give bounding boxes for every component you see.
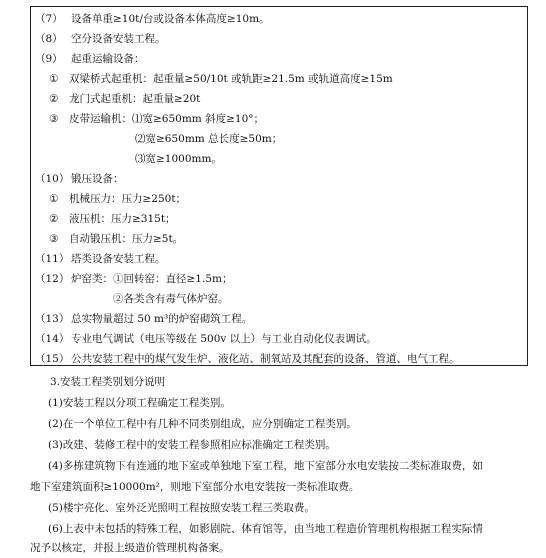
item-number: （14） — [35, 333, 70, 345]
item-number: （15） — [35, 353, 70, 365]
item-text: 设备单重≥10t/台或设备本体高度≥10m。 — [71, 13, 270, 25]
item-number: （8） — [35, 33, 63, 45]
sub-item-number: ② — [49, 213, 59, 225]
sub-item-text: 液压机：压力≥315t； — [69, 213, 176, 225]
item-text: 空分设备安装工程。 — [71, 33, 166, 45]
table-row — [35, 269, 232, 289]
item-number: （13） — [35, 313, 70, 325]
sub-item-number: ③ — [49, 113, 59, 125]
category-table — [30, 6, 528, 366]
sub-item-text: 自动锻压机：压力≥5t。 — [69, 233, 184, 245]
table-row — [35, 49, 145, 69]
sub-item-number: ① — [49, 193, 59, 205]
note-4-line-2: 地下室建筑面积≥10000m²，则地下室部分水电安装按一类标准取费。 — [30, 481, 360, 493]
table-row — [49, 89, 200, 109]
table-row — [35, 309, 252, 329]
item-text: 总实物量超过 50 m³的炉窑砌筑工程。 — [71, 313, 253, 325]
item-number: （12） — [35, 273, 70, 285]
item-text: 起重运输设备： — [71, 53, 145, 65]
note-1: (1)安装工程以分项工程确定工程类别。 — [48, 397, 231, 409]
table-row — [49, 229, 183, 249]
table-row — [49, 69, 393, 89]
table-row — [35, 249, 166, 269]
note-3: (3)改建、装修工程中的安装工程参照相应标准确定工程类别。 — [48, 439, 336, 451]
continuation-line: ②各类含有毒气体炉窑。 — [113, 293, 229, 305]
table-row — [49, 209, 176, 229]
item-text: 炉窑类：①回转窑：直径≥1.5m； — [71, 273, 233, 285]
sub-item-text: 机械压力：压力≥250t； — [69, 193, 187, 205]
sub-item-number: ② — [49, 93, 59, 105]
note-5: (5)楼宇亮化、室外泛光照明工程按照安装工程三类取费。 — [48, 502, 315, 514]
item-number: （9） — [35, 53, 63, 65]
sub-item-number: ① — [49, 73, 59, 85]
notes-heading: 3.安装工程类别划分说明 — [50, 376, 166, 388]
item-text: 塔类设备安装工程。 — [71, 253, 166, 265]
table-row — [35, 329, 377, 349]
note-6-line-1: (6)上表中未包括的特殊工程，如影剧院、体育馆等，由当地工程造价管理机构根据工程实际情 — [48, 523, 483, 535]
table-row — [35, 349, 460, 369]
item-number: （11） — [35, 253, 70, 265]
continuation-line: ⑵宽≥650mm 总长度≥50m； — [135, 133, 283, 145]
item-text: 锻压设备： — [71, 173, 124, 185]
item-text: 公共安装工程中的煤气发生炉、液化站、制氧站及其配套的设备、管道、电气工程。 — [71, 353, 460, 365]
note-6-line-2: 况予以核定，并报上级造价管理机构备案。 — [30, 542, 230, 554]
item-text: 专业电气调试（电压等级在 500v 以上）与工业自动化仪表调试。 — [71, 333, 377, 345]
sub-item-number: ③ — [49, 233, 59, 245]
table-row — [35, 169, 124, 189]
sub-item-text: 双梁桥式起重机：起重量≥50/10t 或轨距≥21.5m 或轨道高度≥15m — [69, 73, 393, 85]
table-row — [49, 109, 264, 129]
table-row — [49, 189, 186, 209]
item-number: （10） — [35, 173, 70, 185]
table-row — [35, 9, 270, 29]
sub-item-text: 龙门式起重机：起重量≥20t — [69, 93, 201, 105]
table-row — [35, 29, 166, 49]
note-4-line-1: (4)多栋建筑物下有连通的地下室或单独地下室工程，地下室部分水电安装按二类标准取费，如 — [48, 460, 483, 472]
continuation-line: ⑶宽≥1000mm。 — [135, 153, 222, 165]
sub-item-text: 皮带运输机：⑴宽≥650mm 斜度≥10°； — [69, 113, 264, 125]
note-2: (2)在一个单位工程中有几种不同类别组成，应分别确定工程类别。 — [48, 418, 357, 430]
item-number: （7） — [35, 13, 63, 25]
